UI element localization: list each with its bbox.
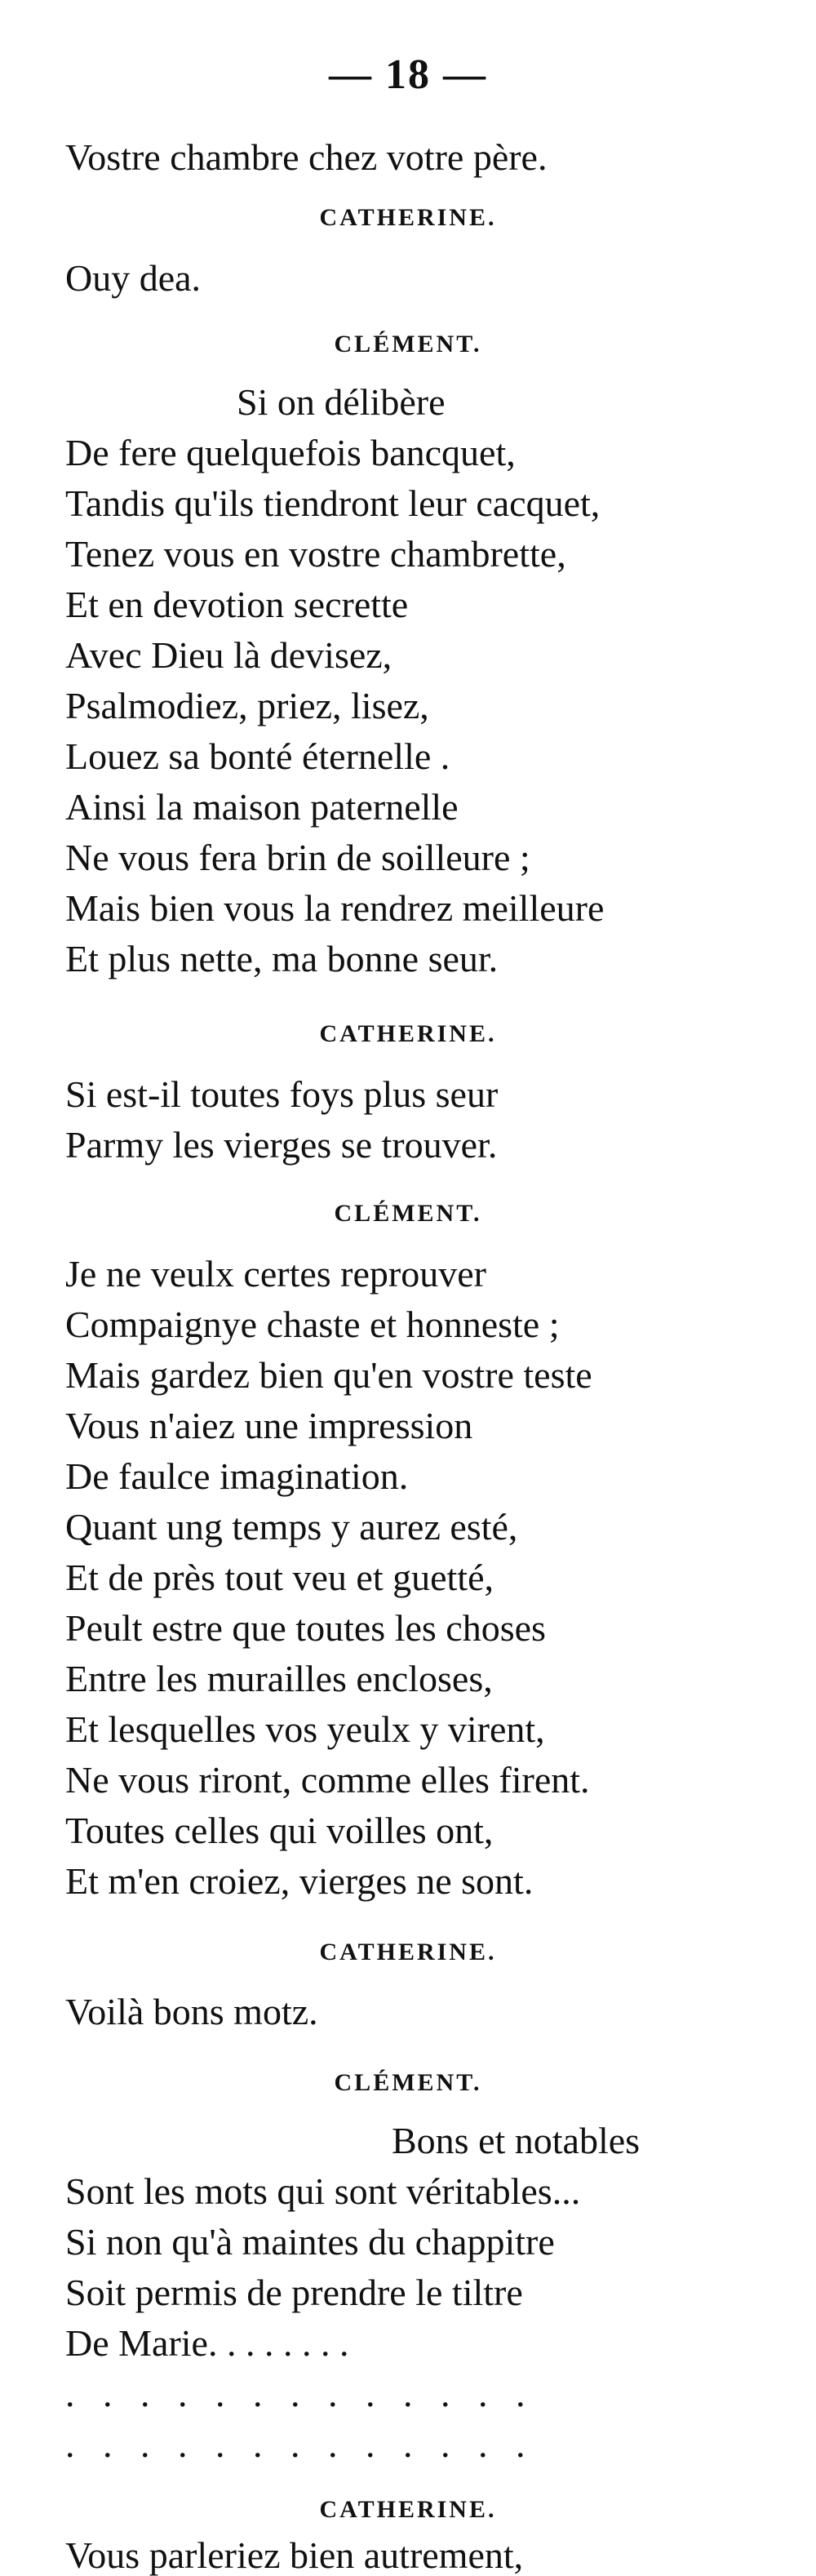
verse-line: Tenez vous en vostre chambrette,	[65, 533, 566, 575]
verse-line: Et plus nette, ma bonne seur.	[65, 938, 499, 979]
verse-line: Si non qu'à maintes du chappitre	[65, 2221, 555, 2263]
verse-line: Parmy les vierges se trouver.	[65, 1124, 498, 1166]
verse-line: Peult estre que toutes les choses	[65, 1607, 546, 1649]
verse-line: Je ne veulx certes reprouver	[65, 1253, 486, 1295]
verse-line: Soit permis de prendre le tiltre	[65, 2272, 523, 2313]
verse-line: Vous n'aiez une impression	[65, 1405, 473, 1446]
verse-line: Et m'en croiez, vierges ne sont.	[65, 1860, 534, 1902]
ellipsis-line: . . . . . . . . . . . . .	[65, 2373, 526, 2414]
verse-line: Mais bien vous la rendrez meilleure	[65, 887, 605, 929]
verse-line: Psalmodiez, priez, lisez,	[65, 685, 429, 726]
verse-line: Tandis qu'ils tiendront leur cacquet,	[65, 482, 601, 524]
verse-line: Ainsi la maison paternelle	[65, 786, 459, 828]
verse-line: Vostre chambre chez votre père.	[65, 136, 548, 178]
verse-line: Et de près tout veu et guetté,	[65, 1557, 494, 1598]
verse-line: Mais gardez bien qu'en vostre teste	[65, 1354, 592, 1396]
verse-line: Sont les mots qui sont véritables...	[65, 2170, 581, 2212]
verse-line: De faulce imagination.	[65, 1455, 409, 1497]
ellipsis-line: . . . . . . . . . . . . .	[65, 2423, 526, 2465]
verse-line: Vous parleriez bien autrement,	[65, 2534, 524, 2576]
speaker-name: CLÉMENT.	[334, 1200, 482, 1227]
verse-line: Voilà bons motz.	[65, 1991, 318, 2032]
verse-line: Et lesquelles vos yeulx y virent,	[65, 1708, 545, 1750]
verse-line: Entre les murailles encloses,	[65, 1658, 493, 1699]
verse-line: Ne vous fera brin de soilleure ;	[65, 837, 530, 878]
verse-line: Toutes celles qui voilles ont,	[65, 1810, 494, 1851]
verse-line: Ne vous riront, comme elles firent.	[65, 1759, 590, 1801]
speaker-name: CATHERINE.	[319, 204, 497, 231]
verse-line: De fere quelquefois bancquet,	[65, 432, 516, 473]
speaker-name: CLÉMENT.	[334, 331, 482, 358]
verse-line: Quant ung temps y aurez esté,	[65, 1506, 518, 1548]
page-number: — 18 —	[329, 51, 487, 98]
verse-line: Et en devotion secrette	[65, 584, 409, 625]
speaker-name: CATHERINE.	[319, 1939, 497, 1965]
speaker-name: CLÉMENT.	[334, 2069, 482, 2096]
verse-line: Louez sa bonté éternelle .	[65, 735, 450, 777]
verse-line: De Marie. . . . . . . .	[65, 2322, 349, 2364]
verse-line: Ouy dea.	[65, 257, 202, 299]
verse-line: Si est-il toutes foys plus seur	[65, 1073, 499, 1115]
speaker-name: CATHERINE.	[319, 1020, 497, 1047]
verse-line: Si on délibère	[237, 381, 446, 423]
verse-line: Bons et notables	[392, 2120, 641, 2161]
speaker-name: CATHERINE.	[319, 2496, 497, 2523]
verse-line: Compaignye chaste et honneste ;	[65, 1304, 560, 1345]
verse-line: Avec Dieu là devisez,	[65, 634, 392, 676]
